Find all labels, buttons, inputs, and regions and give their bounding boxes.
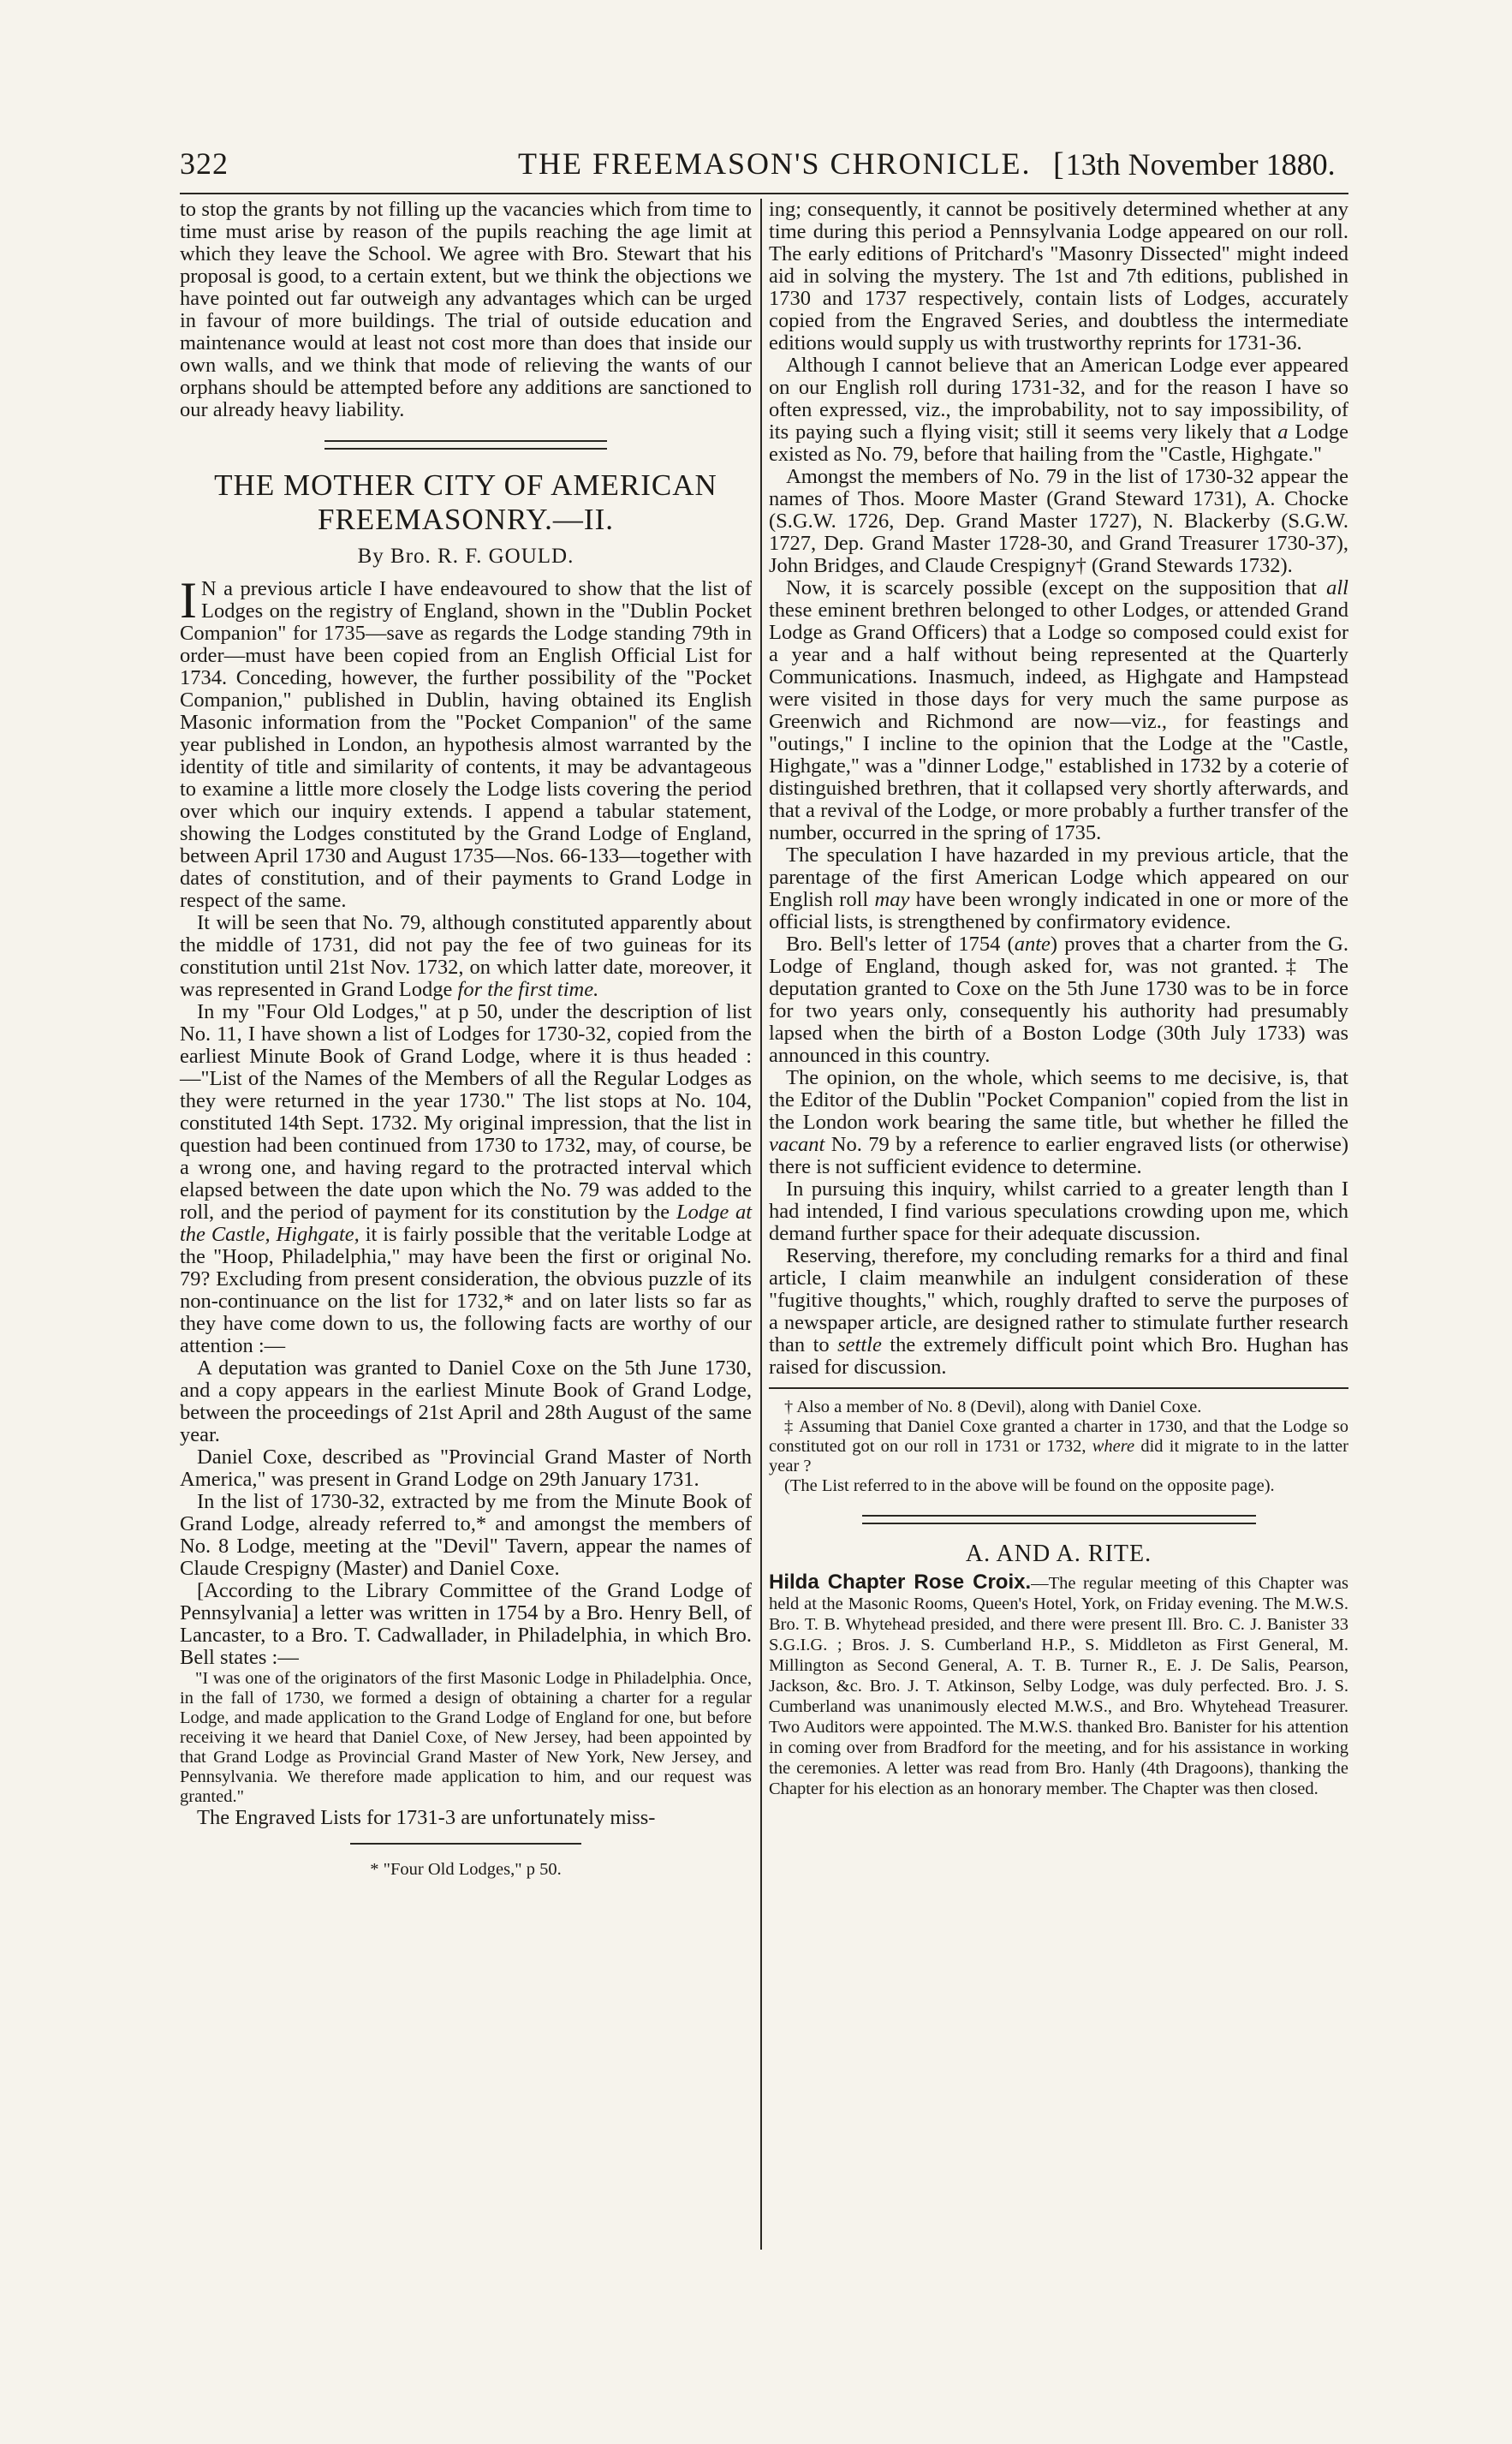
text: Reserving, therefore, my concluding remarks for a third and final article, I claim meanwhile an indulgent consideration of these "fugitive thoughts," which, roughly drafted to serve the purposes of a newspaper article, are designed rather to stimulate further research than to (769, 1244, 1348, 1356)
text: Although I cannot believe that an American Lodge ever appeared on our English roll during 1731-32, and for the reason I have so often expressed, viz., the improbability, not to say impossibility, of its paying such a flying visit; still it seems very likely that (769, 354, 1348, 444)
double-rule (324, 440, 607, 450)
article-byline: By Bro. R. F. GOULD. (357, 545, 574, 568)
text: did it migrate to in the latter year ? (769, 1437, 1348, 1475)
text: It will be seen that No. 79, although constituted apparently about the middle of 1731, did not pay the fee of two guineas for its constitution until 21st Nov. 1732, on which latter date, moreover, it was represented in Grand Lodge (180, 911, 752, 1001)
text: Bro. Bell's letter of 1754 ( (786, 933, 1015, 956)
footnote (769, 1417, 1348, 1476)
paragraph-text: N a previous article I have endeavoured to show that the list of Lodges on the registry of England, shown in the "Dublin Pocket Companion" for 1735—save as regards the Lodge standing 79th in order—must have been copied from an English Official List for 1734. Conceding, however, the further possibility of the "Pocket Companion," published in Dublin, having obtained its English Masonic information from the "Pocket Companion" of the same year published in London, an hypothesis almost warranted by the identity of title and similarity of contents, it may be advantageous to examine a little more closely the Lodge lists covering the period over which our inquiry extends. I append a tabular statement, showing the Lodges constituted by the Grand Lodge of England, between April 1730 and August 1735—Nos. 66-133—together with dates of constitution, and of their payments to Grand Lodge in respect of the same. (180, 577, 752, 912)
italic-text: for the first time. (457, 978, 599, 1001)
paragraph: ing; consequently, it cannot be positively determined whether at any time during this period a Pennsylvania Lodge appeared on our roll. The early editions of Pritchard's "Masonry Dissected" might indeed aid in solving the mystery. The 1st and 7th editions, published in 1730 and 1737 respectively, contain lists of Lodges, accurately copied from the Engraved Series, and doubtless the intermediate editions would supply us with trustworthy reprints for 1731-36. (769, 198, 1348, 355)
column-divider (760, 199, 762, 2250)
paragraph: In the list of 1730-32, extracted by me from the Minute Book of Grand Lodge, already referred to,* and amongst the members of No. 8 Lodge, meeting at the "Devil" Tavern, appear the names of Claude Crespigny (Master) and Daniel Coxe. (180, 1490, 752, 1580)
italic-text: settle (837, 1333, 882, 1356)
text: Lodge existed as No. 79, before that hailing from the "Castle, Highgate." (769, 420, 1349, 466)
italic-text: may (874, 888, 910, 911)
footnote: * "Four Old Lodges," p 50. (370, 1860, 562, 1879)
italic-text: all (1326, 576, 1348, 599)
text: Now, it is scarcely possible (except on the supposition that (786, 576, 1327, 599)
paragraph (180, 912, 752, 1001)
paragraph (769, 1245, 1348, 1379)
report-body: —The regular meeting of this Chapter was held at the Masonic Rooms, Queen's Hotel, York, on Friday evening. The M.W.S. Bro. T. B. Whytehead presided, and there were present Ill. Bro. C. J. Banister 33 S.G.I.G. ; Bros. J. S. Cumberland H.P., S. Middleton as First General, M. Millington as Second General, A. T. B. Turner R., E. J. De Salis, Pearson, Jackson, &c. Bro. J. T. Atkinson, Selby Lodge, was duly perfected. Bro. J. S. Cumberland was unanimously elected M.W.S., and Bro. Whytehead Treasurer. Two Auditors were appointed. The M.W.S. thanked Bro. Banister for his attention in coming over from Bradford for the meeting, and for his assistance in working the ceremonies. A letter was read from Bro. Hanly (4th Dragoons), thanking the Chapter for his election as an honorary member. The Chapter was then closed. (769, 1574, 1348, 1798)
drop-cap: I (180, 572, 197, 629)
footnote: (The List referred to in the above will be found on the opposite page). (784, 1476, 1275, 1495)
paragraph: A deputation was granted to Daniel Coxe on the 5th June 1730, and a copy appears in the earliest Minute Book of Grand Lodge, between the proceedings of 21st April and 28th August of the same year. (180, 1356, 752, 1446)
double-rule (862, 1515, 1256, 1524)
paragraph: The Engraved Lists for 1731-3 are unfortunately miss- (197, 1806, 656, 1829)
paragraph (769, 1067, 1348, 1178)
paragraph (180, 572, 752, 912)
section-title: A. AND A. RITE. (965, 1541, 1152, 1567)
text: have been wrongly indicated in one or more of the official lists, is strengthened by confirmatory evidence. (769, 888, 1349, 933)
text: No. 79 by a reference to earlier engraved lists (or otherwise) there is not sufficient evidence to determine. (769, 1133, 1348, 1178)
quoted-letter: "I was one of the originators of the first Masonic Lodge in Philadelphia. Once, in the fall of 1730, we formed a design of obtaining a charter for a regular Lodge, and made application to the Grand Lodge of England for one, but before receiving it we heard that Daniel Coxe, of New Jersey, had been appointed by that Grand Lodge as Provincial Grand Master of New York, New Jersey, and Pennsylvania. We therefore made application to him, and our request was granted." (180, 1669, 752, 1806)
italic-text: vacant (769, 1133, 825, 1156)
text: In my "Four Old Lodges," at p 50, under the description of list No. 11, I have shown a list of Lodges for 1730-32, copied from the earliest Minute Book of Grand Lodge, where it is thus headed :—"List of the Names of the Members of all the Regular Lodges as they were returned in the year 1730." The list stops at No. 104, constituted 14th Sept. 1732. My original impression, that the list in question had been continued from 1730 to 1732, may, of course, be a wrong one, and having regard to the protracted interval which elapsed between the date upon which the No. 79 was added to the roll, and the period of payment for its constitution by the (180, 1000, 752, 1224)
right-column (769, 199, 1348, 1799)
text: The speculation I have hazarded in my previous article, that the parentage of the first American Lodge which appeared on our English roll (769, 843, 1348, 911)
italic-text: Lodge at the Castle, Highgate, (180, 1201, 752, 1246)
italic-text: a (1277, 420, 1289, 444)
text: it is fairly possible that the veritable Lodge at the "Hoop, Philadelphia," may have been the first or original No. 79? Excluding from present consideration, the obvious puzzle of its non-continuance on the list for 1732,* and on later lists so far as they have come down to us, the following facts are worthy of our attention :— (180, 1223, 752, 1357)
masthead-title: THE FREEMASON'S CHRONICLE. (518, 146, 1032, 181)
paragraph (769, 355, 1348, 466)
paragraph (180, 1001, 752, 1357)
paragraph: In pursuing this inquiry, whilst carried to a greater length than I had intended, I find various speculations crowding upon me, which demand further space for their adequate discussion. (769, 1177, 1348, 1245)
text: ) proves that a charter from the G. Lodge of England, though asked for, was not granted.‡ The deputation granted to Coxe on the 5th June 1730 was to be in force for two years only, consequently his authority had presumably lapsed when the birth of a Boston Lodge (30th July 1733) was announced in this country. (769, 933, 1348, 1067)
paragraph: Amongst the members of No. 79 in the list of 1730-32 appear the names of Thos. Moore Master (Grand Steward 1731), A. Chocke (S.G.W. 1726, Dep. Grand Master 1727), N. Blackerby (S.G.W. 1727, Dep. Grand Master 1728-30, and Grand Treasurer 1730-37), John Bridges, and Claude Crespigny† (Grand Stewards 1732). (769, 465, 1348, 577)
article-title: THE MOTHER CITY OF AMERICAN FREEMASONRY.—II. (214, 468, 717, 536)
paragraph (769, 844, 1348, 933)
paragraph (769, 933, 1348, 1067)
text: the extremely difficult point which Bro. Hughan has raised for discussion. (769, 1333, 1348, 1379)
paragraph: [According to the Library Committee of the Grand Lodge of Pennsylvania] a letter was written in 1754 by a Bro. Henry Bell, of Lancaster, to a Bro. T. Cadwallader, in Philadelphia, in which Bro. Bell states :— (180, 1579, 752, 1669)
paragraph (769, 577, 1348, 844)
header-rule (180, 193, 1348, 194)
paragraph: Daniel Coxe, described as "Provincial Grand Master of North America," was present in Grand Lodge on 29th January 1731. (180, 1446, 752, 1491)
page-header (180, 146, 1348, 188)
footnote-rule (769, 1387, 1348, 1389)
italic-text: ante (1014, 933, 1051, 956)
issue-date: [ 13th November 1880. (1053, 146, 1336, 183)
italic-text: where (1092, 1437, 1135, 1456)
page-number: 322 (180, 146, 229, 181)
report (769, 1572, 1348, 1799)
text: these eminent brethren belonged to other Lodges, or attended Grand Lodge as Grand Officers) that a Lodge so composed could exist for a year and a half without being represented at the Quarterly Communications. Inasmuch, indeed, as Highgate and Hampstead were visited in those days for very much the same purpose as Greenwich and Richmond are now—viz., for feastings and "outings," I incline to the opinion that the Lodge at the "Castle, Highgate," was a "dinner Lodge," established in 1732 by a coterie of distinguished brethren, that it collapsed very shortly afterwards, and that a revival of the Lodge, or more probably a further transfer of the number, occurred in the spring of 1735. (769, 599, 1348, 844)
text: ‡ Assuming that Daniel Coxe granted a charter in 1730, and that the Lodge so constituted got on our roll in 1731 or 1732, (769, 1417, 1348, 1456)
paragraph: to stop the grants by not filling up the vacancies which from time to time must arise by reason of the pupils reaching the age limit at which they leave the School. We agree with Bro. Stewart that his proposal is good, to a certain extent, but we think the objections we have pointed out far outweigh any advantages which can be urged in favour of more buildings. The trial of outside education and maintenance would at least not cost more than does that inside our own walls, and we think that mode of relieving the wants of our orphans should be attempted before any additions are sanctioned to our already heavy liability. (180, 198, 752, 421)
footnote: † Also a member of No. 8 (Devil), along with Daniel Coxe. (784, 1398, 1202, 1416)
report-heading: Hilda Chapter Rose Croix. (769, 1571, 1032, 1594)
footnote-rule (350, 1843, 581, 1845)
left-column (180, 199, 752, 1881)
text: The opinion, on the whole, which seems to me decisive, is, that the Editor of the Dublin "Pocket Companion" copied from the list in the London work bearing the same title, but whether he filled the (769, 1066, 1348, 1134)
